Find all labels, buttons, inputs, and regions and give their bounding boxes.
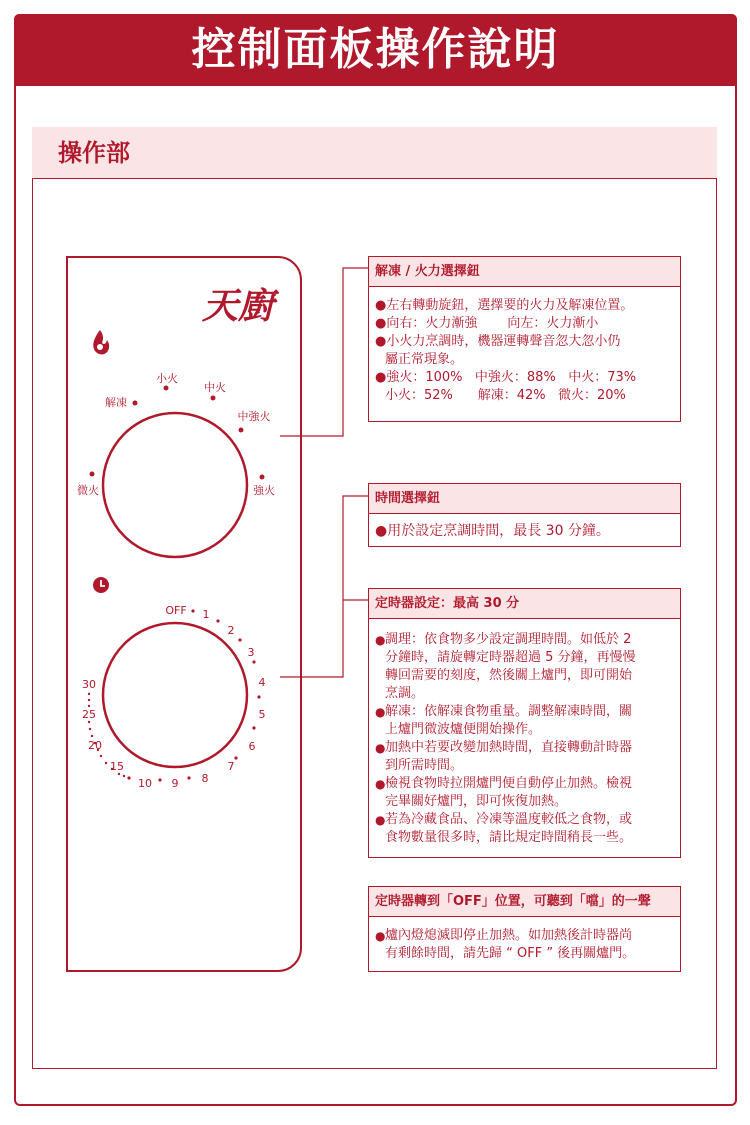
time-note-1: ●用於設定烹調時間，最長 30 分鐘。: [375, 523, 610, 539]
timer-setting-heading: 定時器設定：最高 30 分: [369, 589, 680, 619]
timer-label-25: 25: [82, 708, 96, 721]
timer-dial-ticks: [88, 609, 261, 781]
timer-note-frozen: ● 若為冷藏食品、冷凍等溫度較低之食物，或 食物數量很多時，請比規定時間稍長一些。: [375, 812, 633, 845]
timer-label-9: 9: [171, 777, 179, 790]
power-label-high: 強火: [253, 484, 275, 497]
timer-label-10: 10: [138, 777, 152, 790]
timer-note-check: ● 檢視食物時拉開爐門便自動停止加熱。檢視 完畢關好爐門，即可恢復加熱。: [375, 776, 633, 809]
time-selector-heading: 時間選擇鈕: [369, 484, 680, 514]
timer-label-1: 1: [202, 608, 210, 621]
timer-note-cook: ● 調理：依食物多少設定調理時間。如低於 2 分鐘時，請旋轉定時器超過 5 分鐘，再慢慢 轉回需要的刻度，然後關上爐門，即可開始 烹調。: [375, 632, 636, 701]
power-selector-heading: 解凍 / 火力選擇鈕: [369, 257, 680, 287]
power-label-micro: 微火: [77, 484, 99, 497]
timer-label-20: 20: [88, 739, 102, 752]
time-selector-box: [368, 483, 681, 547]
power-note-4b: 小火：52% 解凍：42% 微火：20%: [385, 388, 626, 403]
power-note-1: ●左右轉動旋鈕，選擇要的火力及解凍位置。: [375, 298, 634, 313]
timer-label-30: 30: [82, 678, 96, 691]
power-note-2b: 向左：火力漸小: [507, 316, 599, 331]
power-note-3b: 屬正常現象。: [385, 352, 464, 367]
power-selector-box: [368, 256, 681, 422]
power-dial[interactable]: [103, 413, 247, 557]
timer-note-change: ● 加熱中若要改變加熱時間，直接轉動計時器 到所需時間。: [375, 740, 633, 773]
power-label-medium-high: 中強火: [237, 410, 271, 423]
timer-label-7: 7: [227, 760, 235, 773]
power-note-4a: ●強火：100% 中強火：88% 中火：73%: [375, 370, 637, 385]
flame-icon: [93, 330, 109, 354]
power-note-2a: ●向右：火力漸強: [375, 316, 478, 331]
brand-logo: 天廚: [201, 286, 275, 327]
timer-label-4: 4: [258, 676, 266, 689]
timer-label-off: OFF: [165, 604, 187, 617]
power-label-defrost: 解凍: [105, 396, 127, 409]
timer-label-2: 2: [227, 624, 235, 637]
power-note-3a: ●小火力烹調時，機器運轉聲音忽大忽小仍: [375, 334, 621, 349]
timer-label-8: 8: [201, 772, 209, 785]
section-title: 操作部: [58, 139, 130, 167]
power-label-medium: 中火: [204, 381, 226, 394]
callout-lines: [280, 268, 368, 677]
page-title: 控制面板操作說明: [191, 24, 560, 75]
timer-label-6: 6: [248, 740, 256, 753]
off-note: ● 爐內燈熄滅即停止加熱。如加熱後計時器尚 有剩餘時間，請先歸 “ OFF ” 後再關爐門。: [375, 928, 636, 961]
power-label-low: 小火: [156, 372, 178, 385]
timer-label-5: 5: [258, 708, 266, 721]
timer-dial[interactable]: [103, 623, 247, 767]
off-position-box: [368, 886, 681, 972]
clock-icon: [93, 577, 109, 593]
off-position-heading: 定時器轉到「OFF」位置，可聽到「噹」的一聲: [369, 887, 680, 917]
timer-setting-box: [368, 588, 681, 858]
timer-label-3: 3: [247, 646, 255, 659]
timer-label-15: 15: [110, 760, 124, 773]
timer-note-defrost: ● 解凍：依解凍食物重量。調整解凍時間，關 上爐門微波爐便開始操作。: [375, 704, 633, 737]
